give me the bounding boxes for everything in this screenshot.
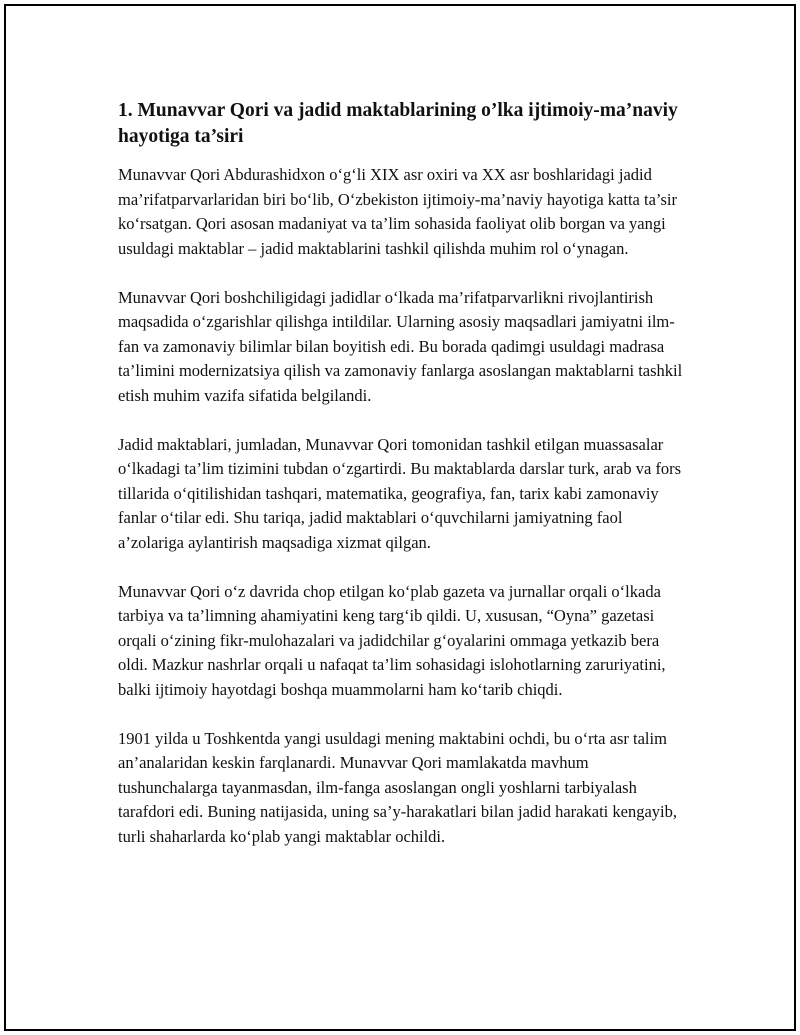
paragraph: Munavvar Qori boshchiligidagi jadidlar o‘lkada ma’rifatparvarlikni rivojlantirish maqsadida o‘zgarishlar qilishga intildilar. Ularning asosiy maqsadlari jamiyatni ilm-fan va zamonaviy bilimlar bilan boyitish edi. Bu borada qadimgi usuldagi madrasa ta’limini modernizatsiya qilish va zamonaviy fanlarga asoslangan maktablarni tashkil etish muhim vazifa sifatida belgilandi. (118, 287, 683, 405)
document-body (118, 98, 688, 874)
paragraph: Jadid maktablari, jumladan, Munavvar Qori tomonidan tashkil etilgan muassasalar o‘lkadagi ta’lim tizimini tubdan o‘zgartirdi. Bu maktablarda darslar turk, arab va fors tillarida o‘qitilishidan tashqari, matematika, geografiya, fan, tarix kabi zamonaviy fanlar o‘tilar edi. Shu tariqa, jadid maktablari o‘quvchilarni jamiyatning faol a’zolariga aylantirish maqsadiga xizmat qilgan. (118, 434, 682, 552)
document-page (4, 4, 796, 1031)
paragraph: Munavvar Qori Abdurashidxon o‘g‘li XIX asr oxiri va XX asr boshlaridagi jadid ma’rifatparvarlaridan biri bo‘lib, O‘zbekiston ijtimoiy-ma’naviy hayotiga katta ta’sir ko‘rsatgan. Qori asosan madaniyat va ta’lim sohasida faoliyat olib borgan va yangi usuldagi maktablar – jadid maktablarini tashkil qilishda muhim rol o‘ynagan. (118, 165, 677, 258)
document-title: 1. Munavvar Qori va jadid maktablarining o’lka ijtimoiy-ma’naviy hayotiga ta’siri (118, 100, 678, 147)
paragraph: Munavvar Qori o‘z davrida chop etilgan ko‘plab gazeta va jurnallar orqali o‘lkada tarbiya va ta’limning ahamiyatini keng targ‘ib qildi. U, xususan, “Oyna” gazetasi orqali o‘zining fikr-mulohazalari va jadidchilar g‘oyalarini ommaga yetkazib bera oldi. Mazkur nashrlar orqali u nafaqat ta’lim sohasidagi islohotlarning zaruriyatini, balki ijtimoiy hayotdagi boshqa muammolarni ham ko‘tarib chiqdi. (118, 581, 666, 699)
paragraph: 1901 yilda u Toshkentda yangi usuldagi mening maktabini ochdi, bu o‘rta asr talim an’analaridan keskin farqlanardi. Munavvar Qori mamlakatda mavhum tushunchalarga tayanmasdan, ilm-fanga asoslangan ongli yoshlarni tarbiyalash tarafdori edi. Buning natijasida, uning sa’y-harakatlari bilan jadid harakati kengayib, turli shaharlarda ko‘plab yangi maktablar ochildi. (118, 728, 677, 846)
